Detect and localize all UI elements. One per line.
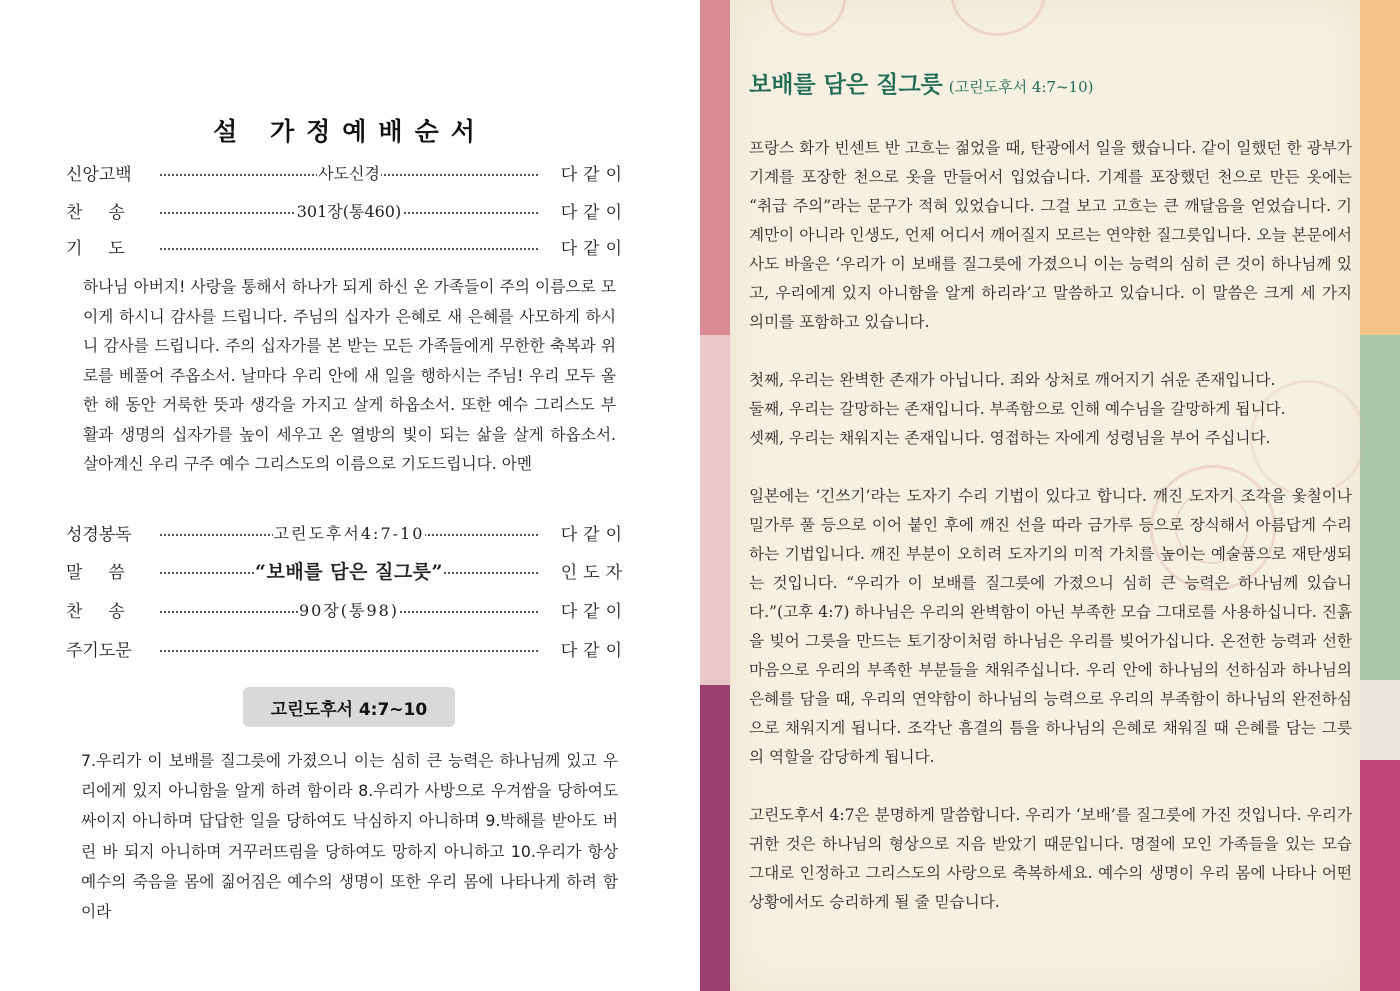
scripture-reference-badge: 고린도후서 4:7~10 — [243, 687, 455, 727]
order-label: 주기도문 — [66, 640, 132, 661]
order-label: 찬송 — [66, 601, 151, 622]
order-row-prayer — [66, 233, 636, 259]
order-row-hymn-2 — [66, 596, 636, 622]
decorative-strip — [700, 335, 730, 685]
leader-dots — [160, 233, 538, 259]
scripture-text: 7.우리가 이 보배를 질그릇에 가졌으니 이는 심히 큰 능력은 하나님께 있고 우리에게 있지 아니함을 알게 하려 함이라 8.우리가 사방으로 우겨쌈을 당하여도 싸이지 아니하며 답답한 일을 당하여도 낙심하지 아니하며 9.박해를 받아도 버린 바 되지 아니하며 거꾸러뜨림을 당하여도 망하지 아니하고 10.우리가 항상 예수의 죽음을 몸에 짊어짐은 예수의 생명이 또한 우리 몸에 나타나게 하려 함이라 — [81, 751, 618, 922]
order-row-reading — [66, 519, 636, 545]
leader-dots — [160, 596, 538, 622]
sermon-title-text: 보배를 담은 질그릇 — [749, 71, 943, 98]
order-participant: 다같이 — [560, 640, 628, 661]
order-row-sermon — [66, 557, 636, 583]
order-row-hymn-1 — [66, 197, 636, 223]
order-participant: 다같이 — [560, 202, 628, 223]
leader-dots — [160, 635, 538, 661]
decorative-strip — [700, 0, 730, 335]
order-label: 성경봉독 — [66, 524, 132, 545]
order-label: 기도 — [66, 238, 151, 259]
order-row-lords-prayer — [66, 635, 636, 661]
order-label: 찬송 — [66, 202, 151, 223]
order-participant: 인도자 — [560, 562, 628, 583]
sermon-title — [749, 66, 1309, 99]
sermon-paragraph: 일본에는 ‘긴쓰기’라는 도자기 수리 기법이 있다고 합니다. 깨진 도자기 조각을 옻칠이나 밀가루 풀 등으로 이어 붙인 후에 깨진 선을 따라 금가루 등으로 장식해서 아름답게 수리하는 기법입니다. 깨진 부분이 오히려 도자기의 미적 가치를 높이는 예술품으로 재탄생되는 것입니다. “우리가 이 보배를 질그릇에 가졌으니 심히 큰 능력은 하나님께 있습니다.”(고후 4:7) 하나님은 우리의 완벽함이 아닌 부족한 모습 그대로를 사용하십니다. 진흙을 빚어 그릇을 만드는 토기장이처럼 하나님은 우리를 빚어가십니다. 온전한 능력과 선한 마음으로 우리의 부족한 부분들을 채워주십니다. 우리 안에 하나님의 선하심과 하나님의 은혜를 담을 때, 우리의 연약함이 하나님의 능력으로 우리의 부족함이 하나님의 완전하심으로 채워지게 됩니다. 조각난 흠결의 틈을 하나님의 은혜로 채워질 때 은혜를 담는 그릇의 역할을 감당하게 됩니다. — [749, 487, 1352, 766]
leader-dots — [160, 557, 538, 583]
decorative-strip — [1360, 335, 1400, 680]
sermon-point: 둘째, 우리는 갈망하는 존재입니다. 부족함으로 인해 예수님을 갈망하게 됩니다. — [749, 400, 1286, 418]
order-row-creed — [66, 159, 636, 185]
order-item: 사도신경 — [317, 161, 381, 184]
sermon-paragraph: 고린도후서 4:7은 분명하게 말씀합니다. 우리가 ‘보배’를 질그릇에 가진 것입니다. 우리가 귀한 것은 하나님의 형상으로 지음 받았기 때문입니다. 명절에 모인 가족들을 있는 모습 그대로 인정하고 그리스도의 사랑으로 축복하세요. 예수의 생명이 우리 몸에 나타나 어떤 상황에서도 승리하게 될 줄 믿습니다. — [749, 806, 1352, 911]
order-participant: 다같이 — [560, 601, 628, 622]
decorative-strip — [1360, 760, 1400, 991]
order-item: 90장(통98) — [298, 598, 400, 621]
leader-dots — [160, 159, 538, 185]
order-item: “보배를 담은 질그릇” — [254, 557, 444, 584]
order-participant: 다같이 — [560, 164, 628, 185]
leader-dots — [160, 519, 538, 545]
order-item: 301장(통460) — [296, 199, 402, 222]
sermon-paragraph: 프랑스 화가 빈센트 반 고흐는 젊었을 때, 탄광에서 일을 했습니다. 같이 일했던 한 광부가 기계를 포장한 천으로 옷을 만들어서 입었습니다. 기계를 포장했던 천으로 만든 옷에는 “취급 주의”라는 문구가 적혀 있었습니다. 그걸 보고 고흐는 큰 깨달음을 얻었습니다. 기계만이 아니라 인생도, 언제 어디서 깨어질지 모르는 연약한 질그릇입니다. 오늘 본문에서 사도 바울은 ‘우리가 이 보배를 질그릇에 가졌으니 이는 능력의 심히 큰 것이 하나님께 있고, 우리에게 있지 아니함을 알게 하리라’고 말씀하고 있습니다. 이 말씀은 크게 세 가지 의미를 포함하고 있습니다. — [749, 139, 1352, 331]
sermon-body — [749, 134, 1352, 946]
sermon-point: 셋째, 우리는 채워지는 존재입니다. 영접하는 자에게 성령님을 부어 주십니다. — [749, 429, 1271, 447]
order-label: 말씀 — [66, 562, 151, 583]
decorative-circle — [950, 0, 1046, 36]
worship-order-title: 설 가정예배순서 — [213, 117, 487, 146]
decorative-strip — [1360, 0, 1400, 335]
prayer-text: 하나님 아버지! 사랑을 통해서 하나가 되게 하신 온 가족들이 주의 이름으로 모이게 하시니 감사를 드립니다. 주님의 십자가 은혜로 새 은혜를 사모하게 하시니 감사를 드립니다. 주의 십자가를 본 받는 모든 가족들에게 무한한 축복과 위로를 베풀어 주옵소서. 날마다 우리 안에 새 일을 행하시는 주님! 우리 모두 올 한 해 동안 거룩한 뜻과 생각을 가지고 살게 하옵소서. 또한 예수 그리스도 부활과 생명의 십자가를 높이 세우고 온 열방의 빛이 되는 삶을 살게 하옵소서. 살아계신 우리 구주 예수 그리스도의 이름으로 기도드립니다. 아멘 — [83, 277, 616, 473]
order-item: 고린도후서4:7-10 — [273, 521, 426, 544]
leader-dots — [160, 197, 538, 223]
decorative-circle — [770, 0, 846, 36]
decorative-strip — [700, 685, 730, 991]
order-participant: 다같이 — [560, 524, 628, 545]
order-participant: 다같이 — [560, 238, 628, 259]
sermon-reference: (고린도후서 4:7~10) — [948, 78, 1094, 96]
sermon-point: 첫째, 우리는 완벽한 존재가 아닙니다. 죄와 상처로 깨어지기 쉬운 존재입니다. — [749, 371, 1276, 389]
order-label: 신앙고백 — [66, 164, 132, 185]
